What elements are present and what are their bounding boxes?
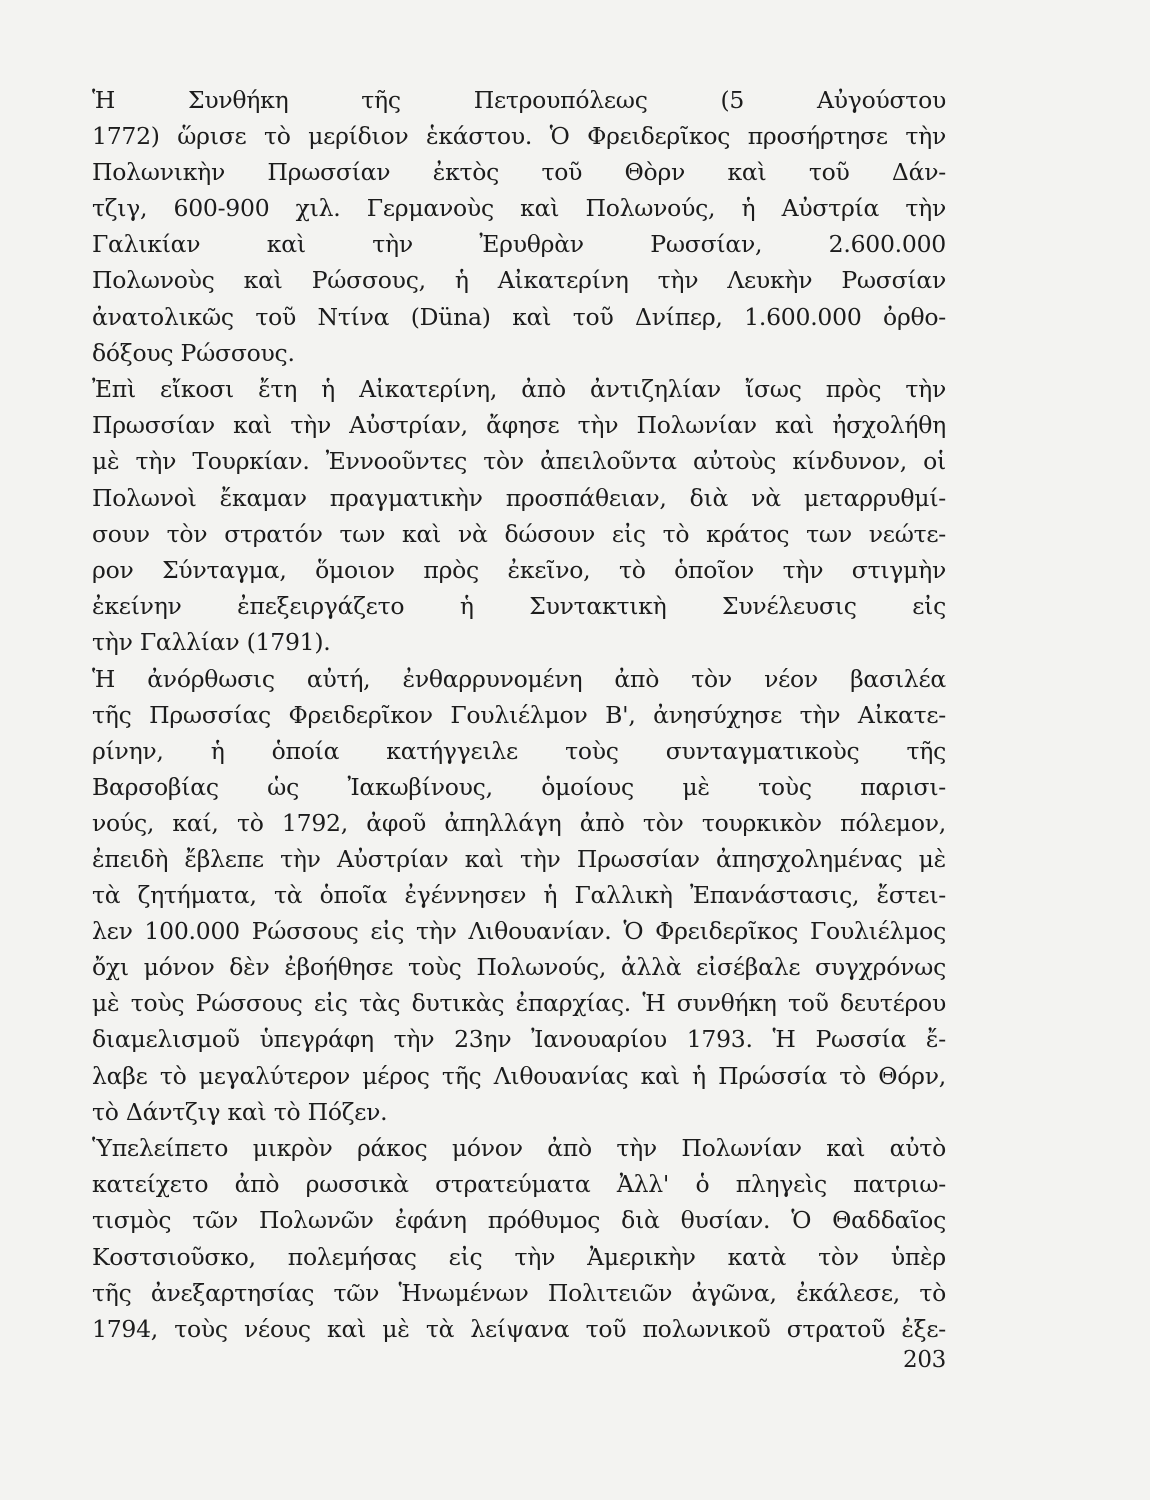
text-line: Ἡ ἀνόρθωσις αὐτή, ἐνθαρρυνομένη ἀπὸ τὸν νέον βασιλέα (92, 664, 946, 693)
text-line: σουν τὸν στρατόν των καὶ νὰ δώσουν εἰς τὸ κράτος των νεώτε- (92, 519, 946, 548)
text-line: ἀνατολικῶς τοῦ Ντίνα (Düna) καὶ τοῦ Δνίπερ, 1.600.000 ὀρθο- (92, 302, 946, 331)
paragraph-3 (92, 661, 946, 1130)
text-line: μὲ τὴν Τουρκίαν. Ἐννοοῦντες τὸν ἀπειλοῦντα αὐτοὺς κίνδυνον, οἱ (92, 447, 946, 476)
text-line: τὸ Δάντζιγ καὶ τὸ Πόζεν. (92, 1097, 388, 1126)
text-line: νούς, καί, τὸ 1792, ἀφοῦ ἀπηλλάγη ἀπὸ τὸν τουρκικὸν πόλεμον, (92, 808, 946, 837)
page-number: 203 (903, 1347, 946, 1373)
text-line: ρίνην, ἡ ὁποία κατήγγειλε τοὺς συνταγματικοὺς τῆς (92, 736, 946, 765)
text-line: 1794, τοὺς νέους καὶ μὲ τὰ λείψανα τοῦ πολωνικοῦ στρατοῦ ἐξε- (92, 1314, 946, 1343)
text-line: Ἐπὶ εἴκοσι ἔτη ἡ Αἰκατερίνη, ἀπὸ ἀντιζηλίαν ἴσως πρὸς τὴν (92, 375, 946, 404)
text-line: ἐκείνην ἐπεξειργάζετο ἡ Συντακτικὴ Συνέλευσις εἰς (92, 591, 946, 620)
text-line: Ἡ Συνθήκη τῆς Πετρουπόλεως (5 Αὐγούστου (92, 86, 946, 114)
text-line: τὰ ζητήματα, τὰ ὁποῖα ἐγέννησεν ἡ Γαλλικὴ Ἐπανάστασις, ἔστει- (92, 881, 946, 910)
text-line: Γαλικίαν καὶ τὴν Ἐρυθρὰν Ρωσσίαν, 2.600.000 (92, 230, 946, 259)
text-line: τῆς ἀνεξαρτησίας τῶν Ἡνωμένων Πολιτειῶν ἀγῶνα, ἐκάλεσε, τὸ (92, 1278, 946, 1307)
text-line: κατείχετο ἀπὸ ρωσσικὰ στρατεύματα Ἀλλ' ὁ πληγεὶς πατριω- (92, 1170, 946, 1199)
text-line: τζιγ, 600-900 χιλ. Γερμανοὺς καὶ Πολωνούς, ἡ Αὐστρία τὴν (92, 194, 946, 223)
text-line: 1772) ὥρισε τὸ μερίδιον ἑκάστου. Ὁ Φρειδερῖκος προσήρτησε τὴν (92, 122, 946, 151)
text-line: ρον Σύνταγμα, ὅμοιον πρὸς ἐκεῖνο, τὸ ὁποῖον τὴν στιγμὴν (92, 555, 946, 584)
text-line: ἐπειδὴ ἔβλεπε τὴν Αὐστρίαν καὶ τὴν Πρωσσίαν ἀπησχολημένας μὲ (92, 844, 946, 873)
text-line: τισμὸς τῶν Πολωνῶν ἐφάνη πρόθυμος διὰ θυσίαν. Ὁ Θαδδαῖος (92, 1206, 946, 1235)
text-line: Ὑπελείπετο μικρὸν ράκος μόνον ἀπὸ τὴν Πολωνίαν καὶ αὐτὸ (92, 1134, 946, 1163)
text-line: Βαρσοβίας ὡς Ἰακωβίνους, ὁμοίους μὲ τοὺς παρισι- (92, 772, 946, 801)
text-line: Πολωνοὺς καὶ Ρώσσους, ἡ Αἰκατερίνη τὴν Λευκὴν Ρωσσίαν (92, 266, 946, 295)
paragraph-1 (92, 82, 946, 371)
page-body (92, 82, 946, 1347)
paragraph-4 (92, 1130, 946, 1347)
text-line: λαβε τὸ μεγαλύτερον μέρος τῆς Λιθουανίας καὶ ἡ Πρώσσία τὸ Θόρν, (92, 1061, 946, 1090)
text-line: λεν 100.000 Ρώσσους εἰς τὴν Λιθουανίαν. Ὁ Φρειδερῖκος Γουλιέλμος (92, 917, 946, 946)
text-line: Κοστσιοῦσκο, πολεμήσας εἰς τὴν Ἀμερικὴν κατὰ τὸν ὑπὲρ (92, 1242, 946, 1271)
text-line: Πολωνικὴν Πρωσσίαν ἐκτὸς τοῦ Θὸρν καὶ τοῦ Δάν- (92, 158, 946, 187)
text-line: τῆς Πρωσσίας Φρειδερῖκον Γουλιέλμον Β', ἀνησύχησε τὴν Αἰκατε- (92, 700, 946, 729)
text-line: διαμελισμοῦ ὑπεγράφη τὴν 23ην Ἰανουαρίου 1793. Ἡ Ρωσσία ἔ- (92, 1025, 946, 1054)
text-line: ὄχι μόνον δὲν ἐβοήθησε τοὺς Πολωνούς, ἀλλὰ εἰσέβαλε συγχρόνως (92, 953, 946, 982)
text-line: Πολωνοὶ ἔκαμαν πραγματικὴν προσπάθειαν, διὰ νὰ μεταρρυθμί- (92, 483, 946, 512)
text-line: Πρωσσίαν καὶ τὴν Αὐστρίαν, ἄφησε τὴν Πολωνίαν καὶ ἠσχολήθη (92, 411, 946, 440)
text-line: δόξους Ρώσσους. (92, 338, 295, 367)
text-line: μὲ τοὺς Ρώσσους εἰς τὰς δυτικὰς ἐπαρχίας. Ἡ συνθήκη τοῦ δευτέρου (92, 989, 946, 1018)
paragraph-2 (92, 371, 946, 660)
text-line: τὴν Γαλλίαν (1791). (92, 627, 331, 656)
